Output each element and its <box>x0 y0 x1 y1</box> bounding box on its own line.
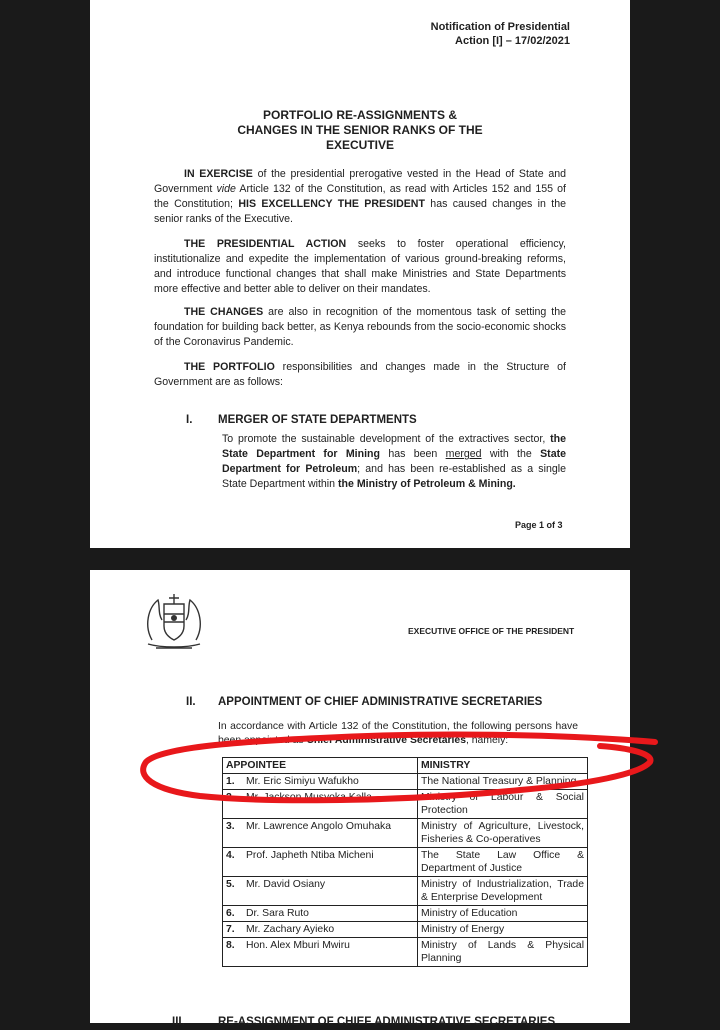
table-row <box>223 848 588 877</box>
document-page-1 <box>90 0 630 548</box>
ministry-cell: Ministry of Energy <box>418 922 588 938</box>
section-2-intro <box>218 720 578 748</box>
ministry-cell: Ministry of Agriculture, Livestock, Fisheries & Co-operatives <box>418 819 588 848</box>
table-row <box>223 938 588 967</box>
intro-end: , namely: <box>466 735 509 746</box>
bold-in-exercise: IN EXERCISE <box>184 168 253 180</box>
appointee-cell <box>223 819 418 848</box>
bold-the-portfolio: THE PORTFOLIO <box>184 361 275 373</box>
s1-bold-ministry: the Ministry of Petroleum & Mining. <box>338 478 516 490</box>
s1-underline-merged: merged <box>445 448 482 460</box>
p1-text-3: has caused changes in the senior ranks of the Executive. <box>154 198 567 225</box>
page-title <box>190 108 530 153</box>
s1-bold-mining: the State Department for Mining <box>222 433 566 460</box>
appointee-cell <box>223 790 418 819</box>
section-2-number-wrap <box>186 692 196 710</box>
p1-italic-vide: vide <box>216 183 236 195</box>
notification-line-2: Action [I] – 17/02/2021 <box>455 35 570 47</box>
table-row <box>223 790 588 819</box>
p3-text: are also in recognition of the momentous task of setting the foundation for building back better, as Kenya rebounds from the socio-economic shocks of the Coronavirus Pandemic. <box>154 306 566 348</box>
paragraph-in-exercise <box>154 167 566 227</box>
header-ministry: MINISTRY <box>418 758 588 774</box>
p4-text: responsibilities and changes made in the Structure of Government are as follows: <box>154 361 566 388</box>
appointee-name: Hon. Alex Mburi Mwiru <box>246 940 350 951</box>
appointee-cell <box>223 774 418 790</box>
s1-bold-petroleum: State Department for Petroleum <box>222 448 566 475</box>
table-row <box>223 819 588 848</box>
section-3-number-wrap <box>172 1012 185 1030</box>
table-row <box>223 922 588 938</box>
intro-text: In accordance with Article 132 of the Constitution, the following persons have been appointed as <box>218 721 578 746</box>
table-row <box>223 877 588 906</box>
section-3-number: III. <box>172 1016 185 1028</box>
row-number: 5. <box>226 879 235 890</box>
appointee-cell <box>223 877 418 906</box>
row-number: 6. <box>226 908 235 919</box>
appointee-name: Prof. Japheth Ntiba Micheni <box>246 850 374 861</box>
row-number: 3. <box>226 821 235 832</box>
section-2-title: APPOINTMENT OF CHIEF ADMINISTRATIVE SECRETARIES <box>218 696 543 708</box>
row-number: 7. <box>226 924 235 935</box>
appointee-name: Mr. Lawrence Angolo Omuhaka <box>246 821 391 832</box>
row-number: 8. <box>226 940 235 951</box>
p1-text-1: of the presidential prerogative vested in the Head of State and Government <box>154 168 566 195</box>
section-3-title-wrap <box>218 1012 555 1030</box>
s1-text-4: ; and has been re-established as a single State Department within <box>222 463 566 490</box>
notification-line-1: Notification of Presidential <box>430 21 570 33</box>
row-number: 4. <box>226 850 235 861</box>
bold-his-excellency: HIS EXCELLENCY THE PRESIDENT <box>238 198 425 210</box>
section-1-title-wrap <box>218 410 417 428</box>
table-header-row <box>223 758 588 774</box>
appointee-name: Mr. David Osiany <box>246 879 326 890</box>
appointee-name: Dr. Sara Ruto <box>246 908 309 919</box>
title-line-1: PORTFOLIO RE-ASSIGNMENTS & <box>262 108 457 122</box>
s1-text-1: To promote the sustainable development of the extractives sector, <box>222 433 551 445</box>
notification-header <box>395 20 570 48</box>
appointee-name: Mr. Zachary Ayieko <box>246 924 335 935</box>
section-2-number: II. <box>186 696 196 708</box>
row-number: 1. <box>226 776 235 787</box>
section-3-title: RE-ASSIGNMENT OF CHIEF ADMINISTRATIVE SECRETARIES <box>218 1016 556 1028</box>
s1-text-3: with the <box>481 448 541 460</box>
ministry-cell: Ministry of Education <box>418 906 588 922</box>
title-line-2: CHANGES IN THE SENIOR RANKS OF THE <box>237 123 483 137</box>
title-line-3: EXECUTIVE <box>325 138 394 152</box>
appointments-table <box>222 757 588 967</box>
table-row <box>223 774 588 790</box>
document-page-2 <box>90 570 630 1028</box>
ministry-cell: Ministry of Labour & Social Protection <box>418 790 588 819</box>
appointee-cell <box>223 922 418 938</box>
ministry-cell: Ministry of Lands & Physical Planning <box>418 938 588 967</box>
s1-text-2: has been <box>380 448 446 460</box>
page-number: Page 1 of 3 <box>515 520 563 530</box>
executive-office-header: EXECUTIVE OFFICE OF THE PRESIDENT <box>408 626 575 636</box>
table-row <box>223 906 588 922</box>
section-1-body <box>222 432 566 492</box>
section-1-title: MERGER OF STATE DEPARTMENTS <box>218 414 417 426</box>
section-1-number: I. <box>186 414 193 426</box>
appointee-cell <box>223 848 418 877</box>
paragraph-presidential-action <box>154 237 566 297</box>
intro-bold: Chief Administrative Secretaries <box>306 735 466 746</box>
p2-text: seeks to foster operational efficiency, institutionalize and expedite the implementation of various ground-breaking reforms, and introduce functional changes that shall make Ministries and State Departments more effective and better able to deliver on their mandates. <box>154 238 566 295</box>
ministry-cell: The State Law Office & Department of Justice <box>418 848 588 877</box>
appointee-name: Mr. Jackson Musyoka Kalla <box>246 792 372 803</box>
appointee-cell <box>223 938 418 967</box>
bold-the-changes: THE CHANGES <box>184 306 264 318</box>
paragraph-the-changes <box>154 305 566 350</box>
section-2-title-wrap <box>218 692 542 710</box>
header-appointee: APPOINTEE <box>223 758 418 774</box>
p1-text-2: Article 132 of the Constitution, as read with Articles 152 and 155 of the Constitution; <box>154 183 566 210</box>
bold-presidential-action: THE PRESIDENTIAL ACTION <box>184 238 347 250</box>
kenya-coat-of-arms-icon <box>138 590 210 652</box>
paragraph-the-portfolio <box>154 360 566 390</box>
ministry-cell: Ministry of Industrialization, Trade & Enterprise Development <box>418 877 588 906</box>
section-1-heading <box>186 410 192 428</box>
appointee-cell <box>223 906 418 922</box>
row-number: 2. <box>226 792 235 803</box>
appointee-name: Mr. Eric Simiyu Wafukho <box>246 776 359 787</box>
ministry-cell: The National Treasury & Planning <box>418 774 588 790</box>
